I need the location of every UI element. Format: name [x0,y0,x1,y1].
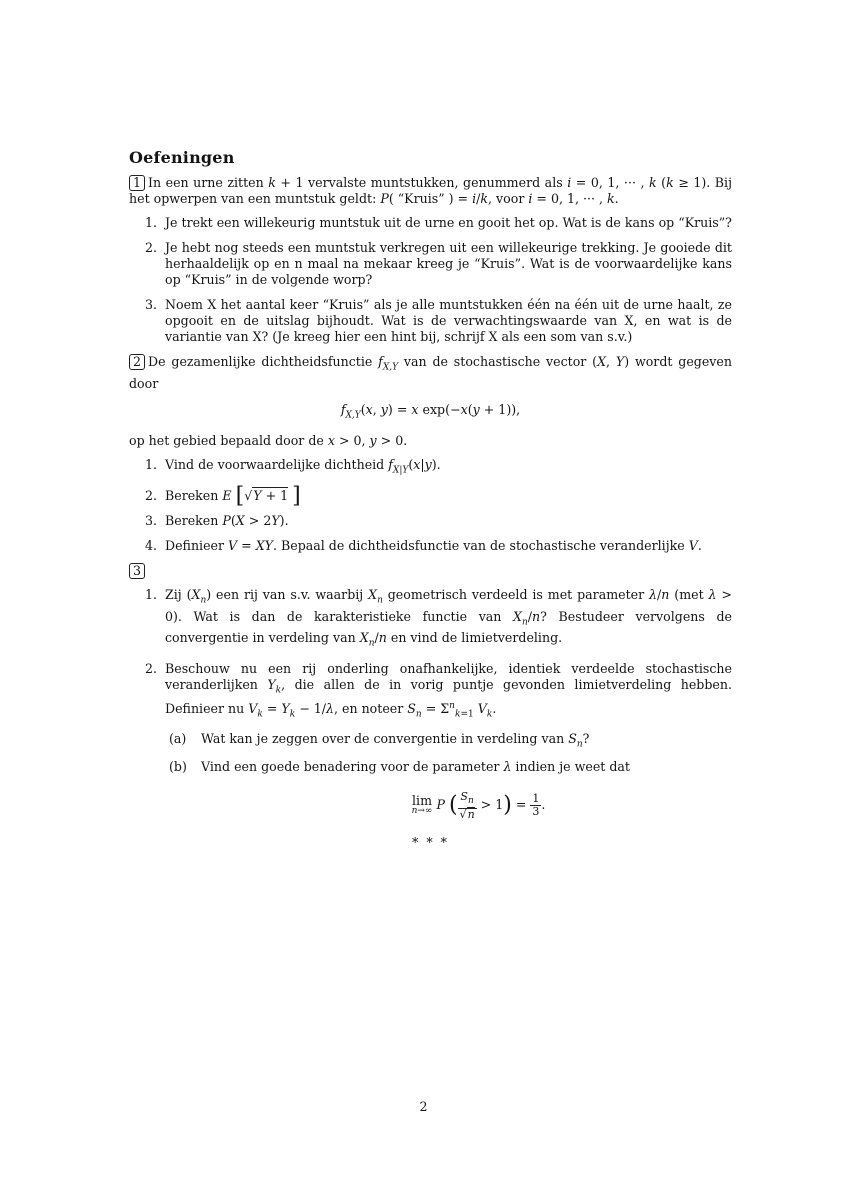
exercise-3-header [129,563,732,579]
list-item: 4. Definieer V = XY. Bepaal de dichtheidsfunctie van de stochastische veranderlijke V. [145,538,702,554]
page-number: 2 [419,1099,428,1114]
item-text: Je hebt nog steeds een muntstuk verkregen uit een willekeurige trekking. Je gooiede dit herhaaldelijk op en n maal na mekaar kreeg je “Kruis”. Wat is de voorwaardelijke kans op “Kruis” in de volgende worp? [165,240,732,287]
exercise-3-items [129,587,732,820]
exercise-2-items [129,457,732,554]
exercise-2 [129,354,732,554]
item-text: Noem X het aantal keer “Kruis” als je alle muntstukken één na één uit de urne haalt, ze opgooit en de uitslag bijhoudt. Wat is de verwachtingswaarde van X, en wat is de variantie van X? (Je kreeg hier een hint bij, schrijf X als een som van s.v.) [165,297,732,344]
sub-list-item: (b) Vind een goede benadering voor de parameter λ indien je weet dat [169,759,630,775]
density-formula: $f_{X,Y}(x$, y) = x exp(−x(y + 1)), [340,401,521,421]
limit-formula: lim n→∞ P ( $\frac{S_n}{√n}$ > 1) = $\frac{1}{3}$ . [411,790,546,821]
exercise-number-box: 3 [129,563,145,579]
item-text: Je trekt een willekeurig muntstuk uit de urne en gooit het op. Wat is de kans op “Kruis”? [165,215,732,230]
exercise-1-items [129,215,732,345]
list-item: 3. Bereken P(X > 2Y). [145,513,289,529]
sub-list-item: (a) Wat kan je zeggen over de convergentie in verdeling van $S_n$? [169,730,590,750]
list-item: 1. Je trekt een willekeurig muntstuk uit de urne en gooit het op. Wat is de kans op “Kruis”? [145,215,732,230]
list-item: 1. Vind de voorwaardelijke dichtheid $f_{X|Y}(x|y)$. [145,457,441,476]
end-stars: * * * [412,834,449,850]
document-page [129,150,732,851]
exercise-2-intro: 2 De gezamenlijke dichtheidsfunctie $f_{X,Y}$ van de stochastische vector (X, Y) wordt gegeven door [129,354,732,391]
list-item: 2. Beschouw nu een rij onderling onafhankelijke, identiek verdeelde stochastische veranderlijken $Y_k$, die allen de in vorig puntje gevonden limietverdeling hebben. Definieer nu $V_k = Y_k - 1/\lambda$, en noteer $S_n = \Sigma^n_{k=1}$ $V_k$. (a) Wat kan je zeggen over de convergentie in verdeling van $S_n$? (b) Vind een goede benadering voor de parameter λ indien je weet dat lim n→∞ P ( $\frac{S_n}{√n}$ > 1) = $\frac{1}{3}$ . [145,660,733,821]
sub-items [165,731,732,776]
exercise-3 [129,563,732,820]
domain-text: op het gebied bepaald door de x > 0, y > 0. [129,433,408,449]
exercise-number-box: 2 [129,354,145,370]
exercise-1-intro: 1 In een urne zitten k + 1 vervalste muntstukken, genummerd als i = 0, 1, ··· , k (k ≥ 1). Bij het opwerpen van een muntstuk geldt: P( “Kruis” ) = i/k, voor i = 0, 1, ··· , k. [129,175,732,206]
list-item: 2. Je hebt nog steeds een muntstuk verkregen uit een willekeurige trekking. Je gooiede dit herhaaldelijk op en n maal na mekaar kreeg je “Kruis”. Wat is de voorwaardelijke kans op “Kruis” in de volgende worp? [145,240,732,287]
list-item: 3. Noem X het aantal keer “Kruis” als je alle muntstukken één na één uit de urne haalt, ze opgooit en de uitslag bijhoudt. Wat is de verwachtingswaarde van X, en wat is de variantie van X? (Je kreeg hier een hint bij, schrijf X als een som van s.v.) [145,297,732,344]
exercise-1 [129,175,732,345]
list-item: 2. Bereken E [√Y + 1 ] [145,483,301,509]
list-item: 1. Zij $(X_n)$ een rij van s.v. waarbij $X_n$ geometrisch verdeeld is met parameter λ/n (met λ > 0). Wat is dan de karakteristieke functie van $X_n/n$? Bestudeer vervolgens de convergentie in verdeling van $X_n/n$ en vind de limietverdeling. [145,587,732,649]
page-title: Oefeningen [129,148,235,167]
exercise-number-box: 1 [129,175,145,191]
